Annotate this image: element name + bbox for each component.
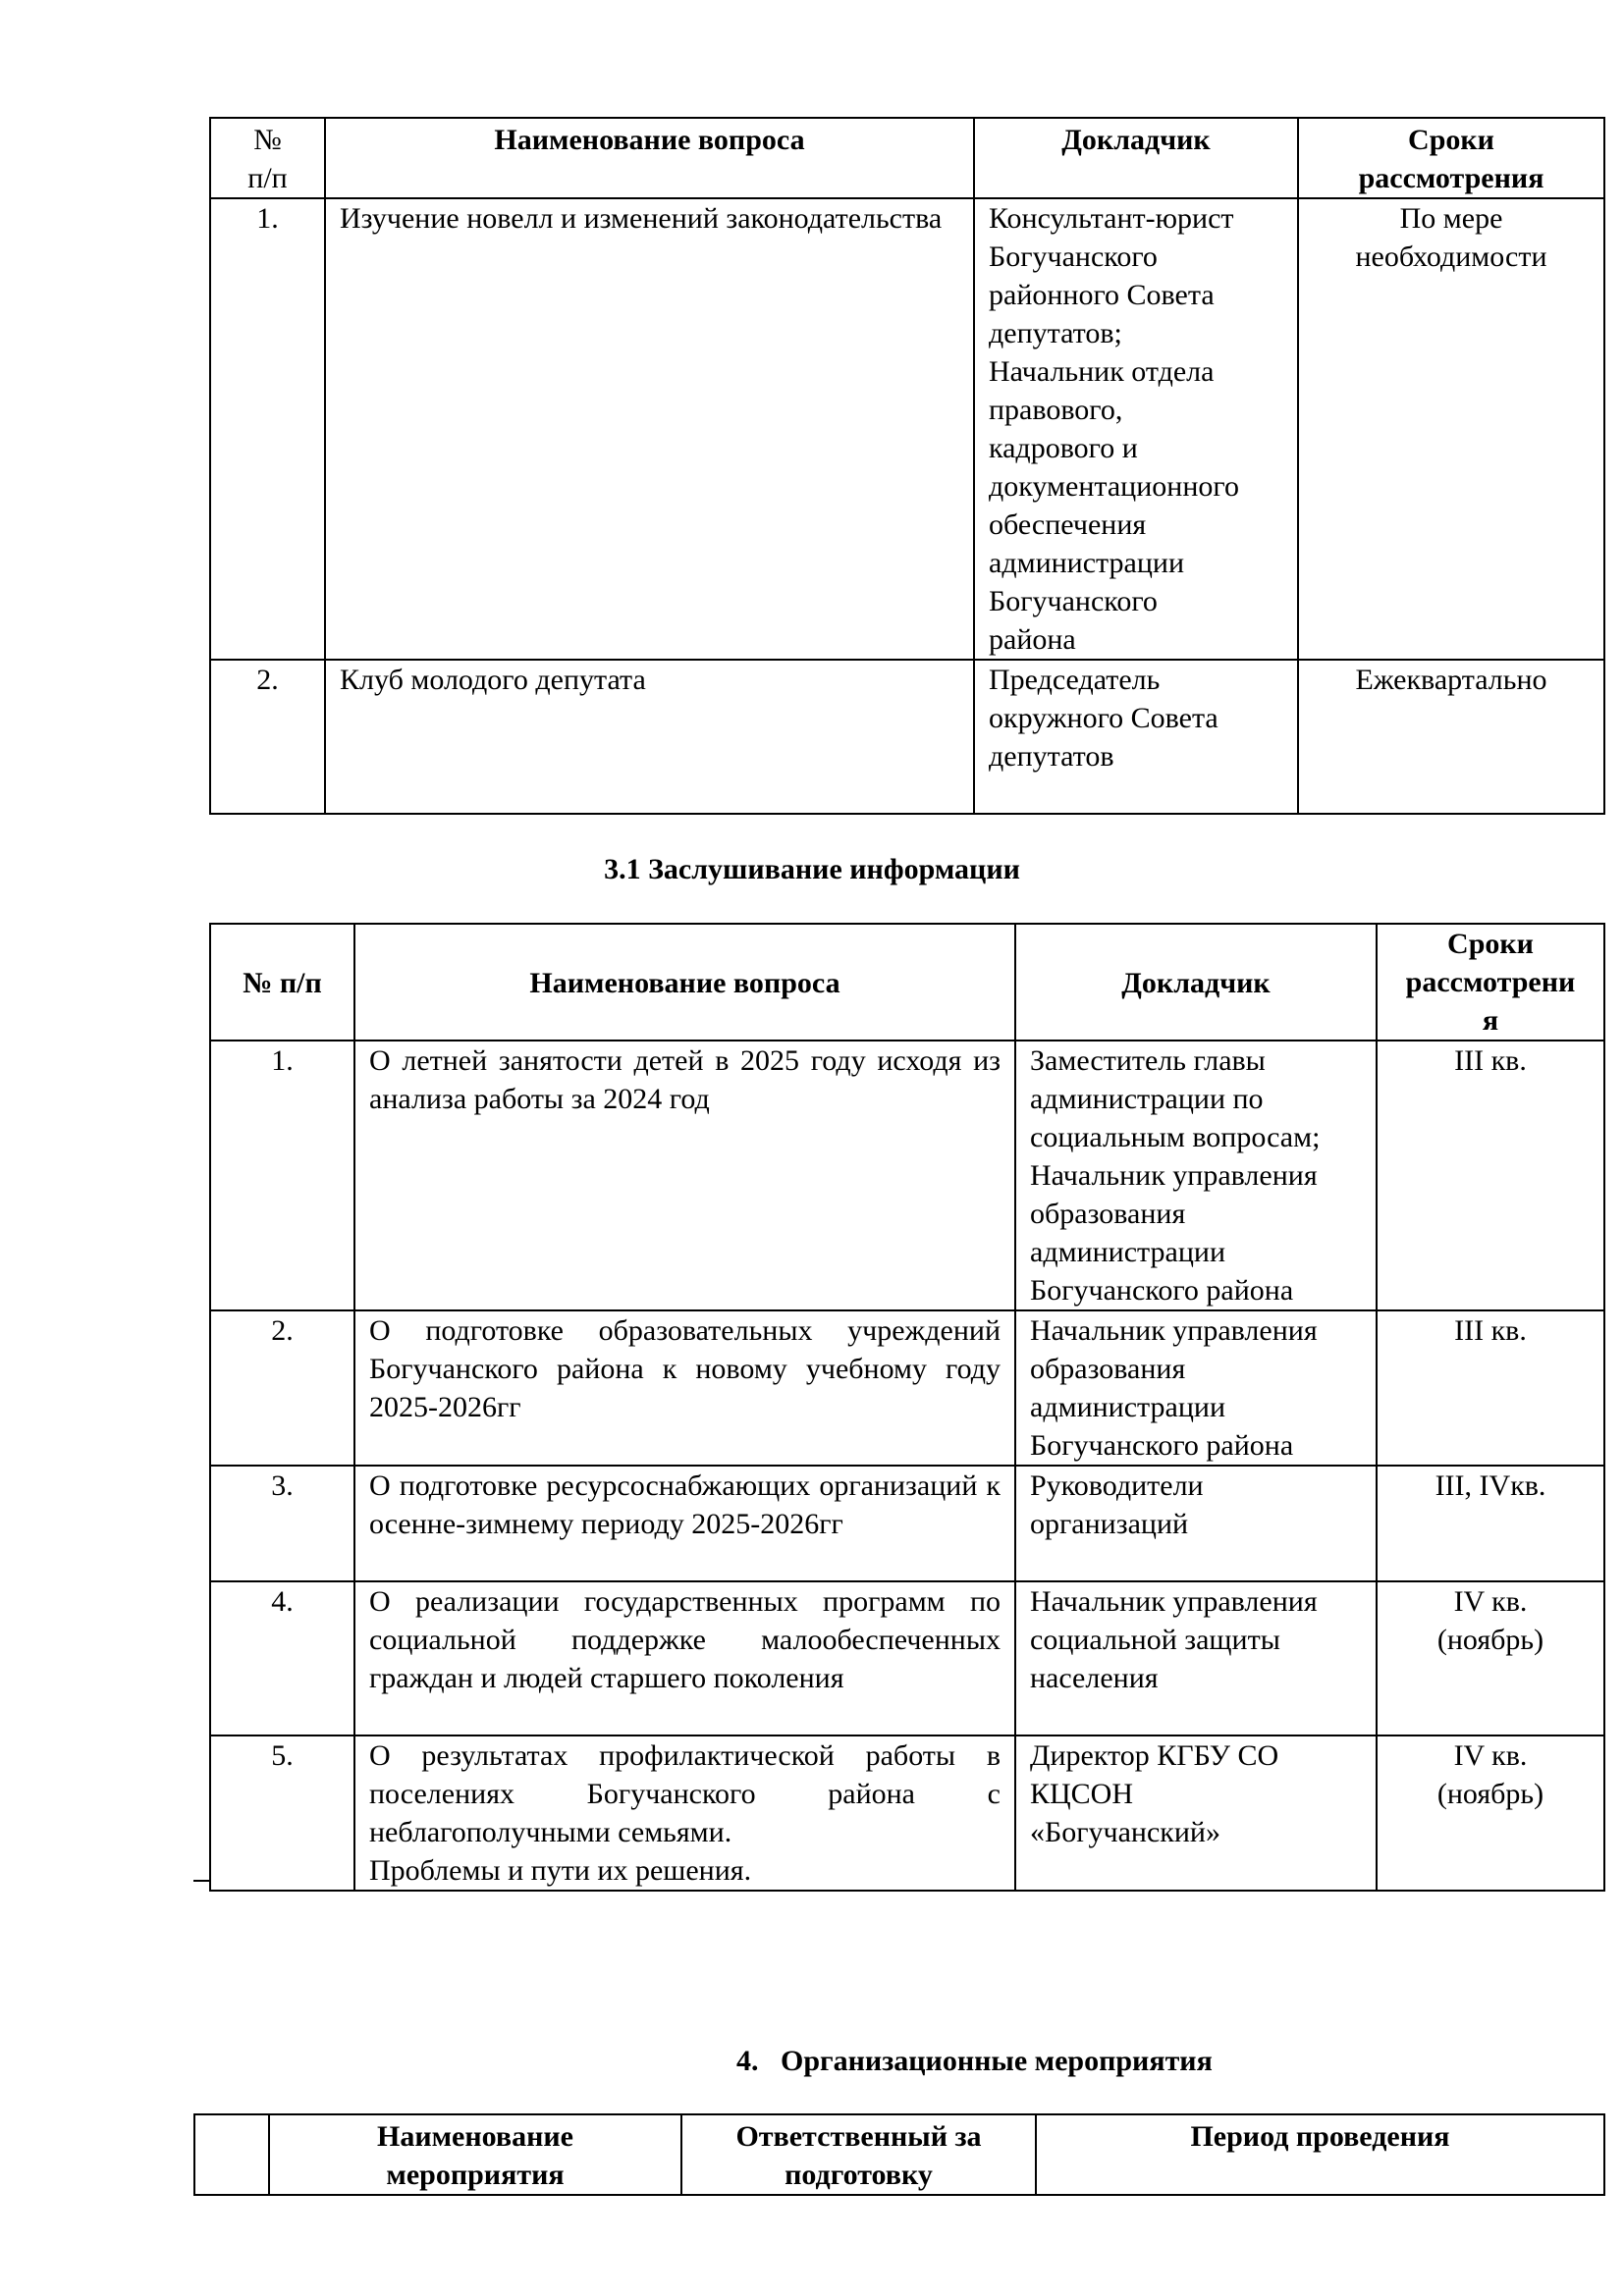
section-number: 4.	[736, 2045, 759, 2077]
row-term: По мере необходимости	[1298, 198, 1604, 660]
row-term: Ежеквартально	[1298, 660, 1604, 814]
row-speaker: Председатель окружного Совета депутатов	[974, 660, 1298, 814]
table-legal-issues	[209, 117, 1605, 815]
section-title: Организационные мероприятия	[781, 2045, 1213, 2077]
section-heading-3-1: 3.1 Заслушивание информации	[604, 853, 1020, 885]
table-row	[210, 1735, 1604, 1891]
header-speaker: Докладчик	[1015, 924, 1377, 1041]
row-speaker: Директор КГБУ СО КЦСОН «Богучанский»	[1015, 1735, 1377, 1891]
table-hearing-information	[209, 923, 1605, 1892]
row-speaker: Заместитель главы администрации по социальным вопросам; Начальник управления образования администрации Богучанского района	[1015, 1041, 1377, 1310]
row-question: Клуб молодого депутата	[325, 660, 974, 814]
table-row	[210, 198, 1604, 660]
row-question-cell	[354, 1735, 1015, 1891]
row-num: 2.	[210, 1310, 354, 1466]
row-question: О подготовке ресурсоснабжающих организаций к осенне-зимнему периоду 2025-2026гг	[354, 1466, 1015, 1581]
row-term: III, IVкв.	[1377, 1466, 1604, 1581]
header-question: Наименование вопроса	[354, 924, 1015, 1041]
table-row	[210, 1041, 1604, 1310]
header-term: Сроки рассмотрени я	[1377, 924, 1604, 1041]
header-question: Наименование вопроса	[325, 118, 974, 198]
header-num: № п/п	[210, 118, 325, 198]
header-speaker: Докладчик	[974, 118, 1298, 198]
header-term: Сроки рассмотрения	[1298, 118, 1604, 198]
header-event: Наименование мероприятия	[269, 2114, 681, 2195]
table-border-extension	[193, 1880, 211, 1882]
header-period: Период проведения	[1036, 2114, 1604, 2195]
row-num: 1.	[210, 198, 325, 660]
row-speaker: Консультант-юрист Богучанского районного Совета депутатов; Начальник отдела правового, кадрового и документационного обеспечения администрации Богучанского района	[974, 198, 1298, 660]
row-num: 2.	[210, 660, 325, 814]
table-header-row	[194, 2114, 1604, 2195]
row-speaker: Руководители организаций	[1015, 1466, 1377, 1581]
row-question: О реализации государственных программ по социальной поддержке малообеспеченных граждан и людей старшего поколения	[354, 1581, 1015, 1735]
header-num: № п/п	[210, 924, 354, 1041]
row-term: III кв.	[1377, 1310, 1604, 1466]
table-row	[210, 1310, 1604, 1466]
row-num: 5.	[210, 1735, 354, 1891]
table-row	[210, 1581, 1604, 1735]
table-header-row	[210, 924, 1604, 1041]
row-num: 3.	[210, 1466, 354, 1581]
table-header-row	[210, 118, 1604, 198]
row-question: О результатах профилактической работы в поселениях Богучанского района с неблагополучными семьями.	[369, 1739, 1001, 1848]
row-question: О подготовке образовательных учреждений Богучанского района к новому учебному году 2025-2026гг	[354, 1310, 1015, 1466]
header-responsible: Ответственный за подготовку	[681, 2114, 1036, 2195]
row-term: IV кв. (ноябрь)	[1377, 1735, 1604, 1891]
row-speaker: Начальник управления образования администрации Богучанского района	[1015, 1310, 1377, 1466]
row-question: Изучение новелл и изменений законодательства	[325, 198, 974, 660]
row-num: 4.	[210, 1581, 354, 1735]
row-num: 1.	[210, 1041, 354, 1310]
row-question: О летней занятости детей в 2025 году исходя из анализа работы за 2024 год	[354, 1041, 1015, 1310]
row-term: IV кв. (ноябрь)	[1377, 1581, 1604, 1735]
table-row	[210, 660, 1604, 814]
row-speaker: Начальник управления социальной защиты населения	[1015, 1581, 1377, 1735]
header-num	[194, 2114, 269, 2195]
section-heading-4	[736, 2042, 1213, 2080]
table-organizational-events	[193, 2113, 1605, 2196]
row-term: III кв.	[1377, 1041, 1604, 1310]
table-row	[210, 1466, 1604, 1581]
row-question-extra: Проблемы и пути их решения.	[369, 1854, 752, 1887]
